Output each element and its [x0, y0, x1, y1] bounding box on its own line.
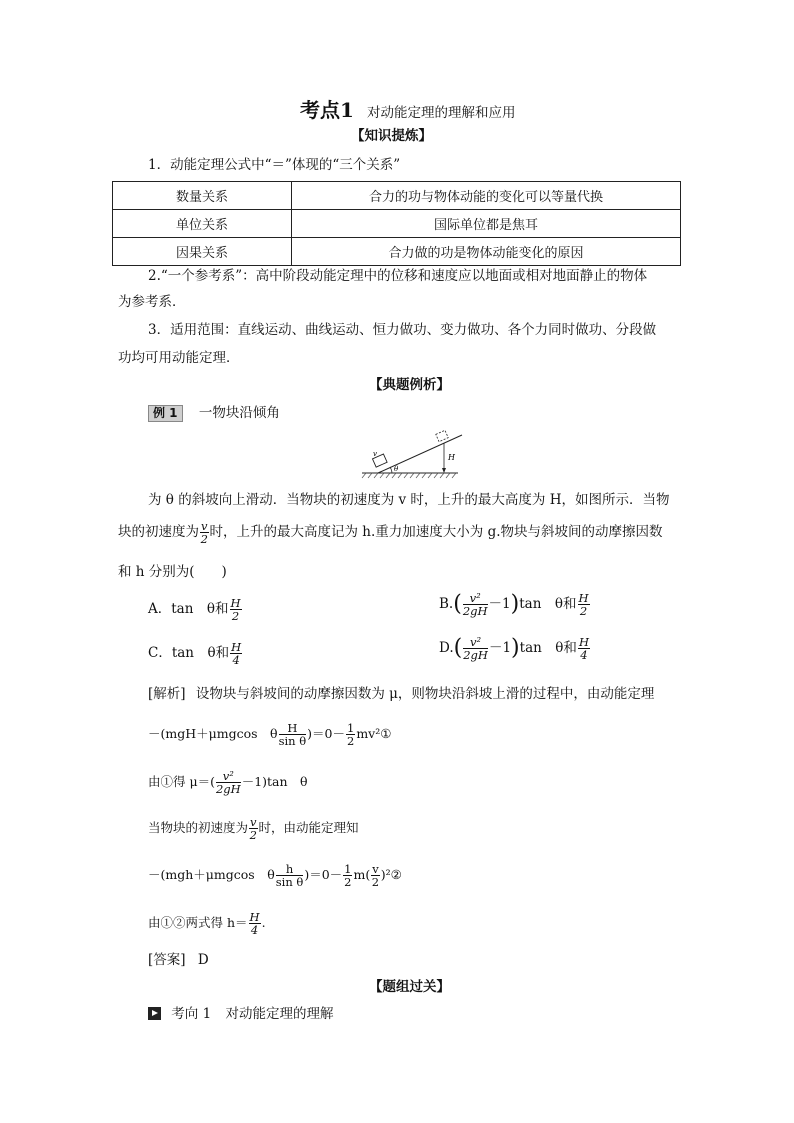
eq2-tail: )²②: [380, 867, 402, 882]
analysis-line3: [148, 816, 359, 841]
option-c-text: C．tan θ和: [148, 645, 230, 661]
fraction: $\frac{H}{4}$: [578, 635, 589, 662]
line2-pre: 由①得 μ＝(: [148, 774, 215, 789]
line3-pre: 当物块的初速度为: [148, 820, 249, 835]
fraction: $\frac{\text{v²}}{2gH}$: [215, 769, 241, 796]
relation-value: 合力的功与物体动能的变化可以等量代换: [292, 182, 681, 210]
example-intro: 一物块沿倾角: [198, 405, 280, 421]
option-c: [148, 641, 243, 666]
diagram-theta-label: θ: [394, 465, 399, 473]
fraction: $\frac{H}{\text{sin θ}}$: [278, 721, 307, 748]
fraction: $\frac{v}{2}$: [249, 815, 257, 842]
eq2-m: m(: [353, 867, 371, 882]
analysis-label: [解析]: [148, 686, 186, 702]
page-title: [300, 94, 516, 123]
answer-line: [148, 950, 209, 970]
title-main: 考点1: [300, 98, 354, 122]
option-b: B.( $\frac{\text{v²}}{2gH}$ －1)tan θ和 $\frac{H}{2}$: [439, 591, 589, 618]
point3-line2: 功均可用动能定理．: [118, 350, 240, 366]
section-practice: 【题组过关】: [369, 979, 450, 995]
example-badge: 例 1: [148, 405, 183, 422]
fraction: $\frac{H}{4}$: [231, 640, 242, 667]
answer-label: [答案]: [148, 952, 186, 968]
eq1-pre: －(mgH＋μmgcos θ: [148, 726, 278, 741]
analysis-text: 设物块与斜坡间的动摩擦因数为 μ，则物块沿斜坡上滑的过程中，由动能定理: [195, 686, 655, 702]
analysis-eq2: [148, 863, 402, 888]
relation-value: 国际单位都是焦耳: [292, 210, 681, 238]
option-b-tail: tan θ和: [519, 596, 577, 612]
fraction: $\frac{H}{2}$: [578, 591, 589, 618]
example-line3: 和 h 分别为( ): [118, 564, 227, 580]
option-d-mid: －1: [488, 640, 512, 656]
fraction: $\frac{\text{v²}}{2gH}$: [462, 591, 488, 618]
option-d-label: D.: [439, 640, 454, 656]
point2-line1: 2.“一个参考系”：高中阶段动能定理中的位移和速度应以地面或相对地面静止的物体: [148, 268, 648, 284]
title-sub: 对动能定理的理解和应用: [367, 105, 516, 121]
fraction: $\frac{\text{v²}}{2gH}$: [463, 635, 488, 662]
fraction: $\frac{v}{2}$: [200, 519, 208, 546]
eq1-mid: )＝0－: [307, 726, 345, 741]
eq2-mid: )＝0－: [304, 867, 343, 882]
play-icon: [148, 1007, 161, 1020]
fraction: $\frac{1}{2}$: [347, 721, 355, 748]
point3-line1: 3．适用范围：直线运动、曲线运动、恒力做功、变力做功、各个力同时做功、分段做: [148, 322, 657, 338]
point2-line2: 为参考系．: [118, 294, 186, 310]
section-knowledge: 【知识提炼】: [351, 128, 432, 144]
analysis-line: [148, 684, 654, 704]
incline-diagram: [360, 425, 470, 481]
relations-table: [112, 181, 681, 266]
line4-tail: .: [261, 915, 266, 930]
analysis-line2: [148, 770, 308, 795]
table-row: [113, 238, 681, 266]
option-b-mid: －1: [488, 596, 511, 612]
direction-label: 考向 1: [171, 1006, 212, 1022]
fraction: $\frac{1}{2}$: [344, 862, 352, 889]
option-d: D.( $\frac{\text{v²}}{2gH}$ －1)tan θ和 $\frac{H}{4}$: [439, 635, 589, 662]
option-a-text: A．tan θ和: [148, 601, 229, 617]
diagram-h-label: H: [448, 453, 455, 462]
option-d-tail: tan θ和: [519, 640, 577, 656]
relation-key: 因果关系: [113, 238, 292, 266]
analysis-eq1: [148, 722, 391, 747]
fraction: $\frac{H}{2}$: [230, 596, 241, 623]
eq1-tail: mv²①: [356, 726, 392, 741]
option-a: [148, 597, 243, 622]
example-line2-end: 时，上升的最大高度记为 h.重力加速度大小为 g.物块与斜坡间的动摩擦因数: [209, 524, 663, 540]
relation-key: 单位关系: [113, 210, 292, 238]
relation-value: 合力做的功是物体动能变化的原因: [292, 238, 681, 266]
answer-value: D: [197, 952, 209, 968]
fraction: $\frac{v}{2}$: [371, 862, 380, 889]
fraction: $\frac{h}{\text{sin θ}}$: [275, 862, 304, 889]
line4-pre: 由①②两式得 h＝: [148, 915, 248, 930]
direction-text: 对动能定理的理解: [225, 1006, 334, 1022]
point1-heading: 1．动能定理公式中“＝”体现的“三个关系”: [148, 157, 401, 173]
relation-key: 数量关系: [113, 182, 292, 210]
table-row: [113, 210, 681, 238]
example-line1: 为 θ 的斜坡向上滑动．当物块的初速度为 v 时，上升的最大高度为 H，如图所示．当物: [148, 492, 670, 508]
line3-tail: 时，由动能定理知: [258, 820, 359, 835]
fraction: $\frac{H}{4}$: [249, 910, 260, 937]
diagram-v-label: v: [373, 450, 377, 458]
analysis-line4: [148, 911, 266, 936]
example-intro-line: [148, 403, 280, 423]
example-line2-start: 块的初速度为: [118, 524, 199, 540]
option-b-label: B.: [439, 596, 454, 612]
table-row: [113, 182, 681, 210]
eq2-pre: －(mgh＋μmgcos θ: [148, 867, 275, 882]
example-line2: [118, 520, 663, 545]
line2-tail: －1)tan θ: [241, 774, 308, 789]
section-example: 【典题例析】: [369, 377, 450, 393]
direction-line: [148, 1004, 333, 1024]
